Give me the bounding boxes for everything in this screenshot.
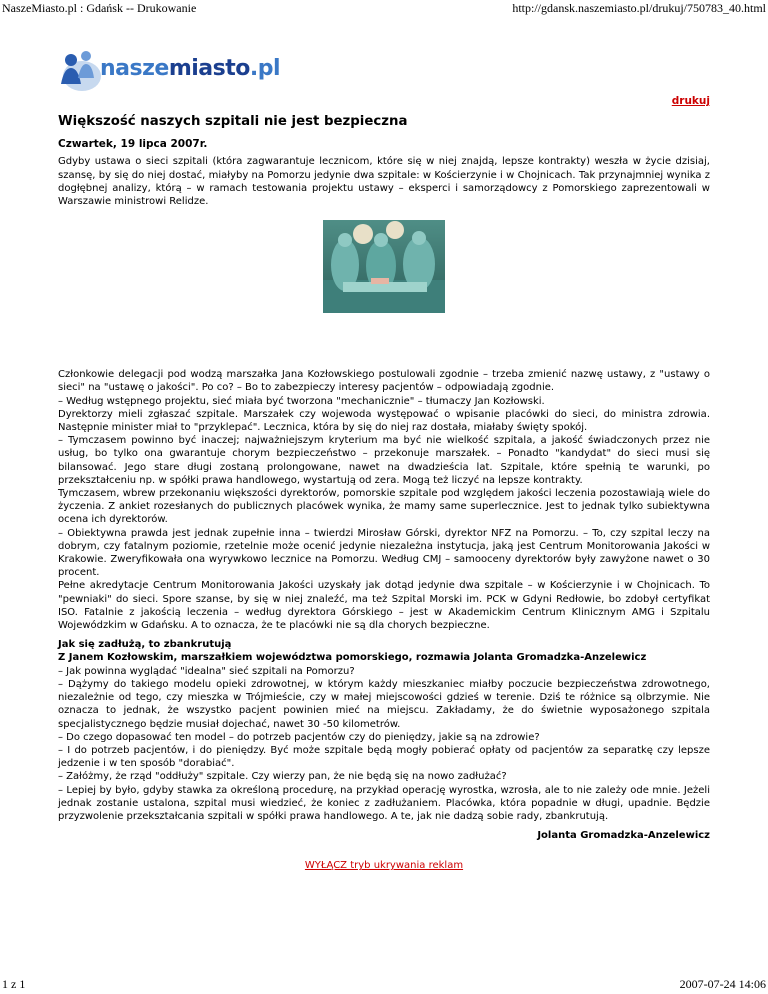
print-page-number: 1 z 1 [2, 977, 26, 991]
interview-line: – Jak powinna wyglądać "idealna" sieć szpitali na Pomorzu? [58, 665, 355, 677]
article-paragraph: Tymczasem, wbrew przekonaniu większości dyrektorów, pomorskie szpitale pod względem jakości leczenia pozostawiają wiele do życzenia. Z ankiet rozesłanych do publicznych placówek wynika, że mamy same superlecznice. Jest to jednak tylko subiektywna ocena ich dyrektorów. [58, 488, 710, 526]
article-author: Jolanta Gromadzka-Anzelewicz [537, 830, 710, 842]
article-photo-surgery [323, 220, 445, 313]
interview-line: – I do potrzeb pacjentów, i do pieniędzy. Być może szpitale będą mogły pobierać opłaty od pacjentów za separatkę czy lepsze jedzenie i w ten sposób "dorabiać". [58, 744, 710, 770]
article-paragraph: Pełne akredytacje Centrum Monitorowania Jakości uzyskały jak dotąd jedynie dwa szpitale – w Kościerzynie i w Chojnicach. To "pewniaki" do sieci. Spore szanse, by się w niej znaleźć, ma też Szpital Morski im. PCK w Gdyni Redłowie, bo zdobył certyfikat ISO. Fatalnie z jakością leczenia – według dyrektora Górskiego – jest w Akademickim Centrum Klinicznym AMG i Szpitalu Wojewódzkim w Gdańsku. A to oznacza, że te placówki nie są dla chorych bezpieczne. [58, 580, 710, 632]
print-link[interactable]: drukuj [671, 95, 710, 107]
article-container [58, 95, 710, 873]
print-datetime: 2007-07-24 14:06 [679, 977, 766, 991]
adblock-toggle-link[interactable]: WYŁĄCZ tryb ukrywania reklam [304, 860, 464, 872]
interview-line: – Lepiej by było, gdyby stawka za określoną procedurę, na przykład operację wyrostka, wzrosła, ale to nie zależy ode mnie. Jeżeli jednak zostanie ustalona, szpital musi wiedzieć, że koniec z zadłużaniem. Placówka, która popadnie w długi, upadnie. Będzie przyzwolenie przekształcania szpitali w spółki prawa handlowego. A te, jak nie dadzą sobie rady, zbankrutują. [58, 784, 710, 822]
interview-line: – Do czego dopasować ten model – do potrzeb pacjentów czy do pieniędzy, jakie są na zdrowie? [58, 731, 540, 743]
article-date: Czwartek, 19 lipca 2007r. [58, 138, 208, 151]
article-paragraph: – Według wstępnego projektu, sieć miała być tworzona "mechanicznie" – tłumaczy Jan Kozłowski. [58, 395, 545, 407]
article-paragraph: Dyrektorzy mieli zgłaszać szpitale. Marszałek czy wojewoda występować o wpisanie placówki do sieci, do ministra zdrowia. Następnie minister miał to "przyklepać". Lecznica, która by się do niej raz dostała, miałaby święty spokój. [58, 408, 710, 434]
article-paragraph: – Obiektywna prawda jest jednak zupełnie inna – twierdzi Mirosław Górski, dyrektor NFZ na Pomorzu. – To, czy szpital leczy na dobrym, czy fatalnym poziomie, rzetelnie może ocenić jedynie niezależna instytucja, jaką jest Centrum Monitorowania Jakości w Krakowie. Zweryfikowała ona wyrywkowo lecznice na Pomorzu. Według CMJ – samooceny dyrektorów były zawyżone nawet o 30 procent. [58, 527, 710, 579]
interview-body [58, 665, 710, 823]
print-footer [0, 977, 768, 993]
interview-line: – Załóżmy, że rząd "oddłuży" szpitale. Czy wierzy pan, że nie będą się na nowo zadłużać? [58, 771, 507, 783]
site-logo[interactable] [54, 46, 281, 96]
article-title: Większość naszych szpitali nie jest bezpieczna [58, 114, 408, 130]
adblock-toggle-wrap [58, 859, 710, 872]
article-paragraph: Członkowie delegacji pod wodzą marszałka Jana Kozłowskiego postulowali zgodnie – trzeba zmienić nazwę ustawy, z "ustawy o sieci" na "ustawę o jakości". Po co? – Bo to zabezpieczy interesy pacjentów – odpowiadają zgodnie. [58, 369, 710, 394]
print-header [0, 0, 768, 16]
print-page-url: http://gdansk.naszemiasto.pl/drukuj/750783_40.html [512, 1, 766, 15]
interview-subtitle: Z Janem Kozłowskim, marszałkiem województwa pomorskiego, rozmawia Jolanta Gromadzka-Anzelewicz [58, 652, 647, 664]
article-lead: Gdyby ustawa o sieci szpitali (która zagwarantuje lecznicom, które się w niej znajdą, lepsze kontrakty) weszła w życie dzisiaj, szansę, by się do niej dostać, miałyby na Pomorzu jedynie dwa szpitale: w Kościerzynie i w Chojnicach. Tak przynajmniej wynika z dogłębnej analizy, którą – w ramach testowania projektu ustawy – eksperci i samorządowcy z Pomorskiego zaprezentowali w Warszawie ministrowi Relidze. [58, 156, 710, 208]
logo-people-icon [54, 46, 102, 96]
print-link-wrap [58, 95, 710, 108]
article-paragraph: – Tymczasem powinno być inaczej; najważniejszym kryterium ma być nie wielkość szpitala, a jakość świadczonych przez nie usług, bo tylko ona gwarantuje chorym bezpieczeństwo – przekonuje marszałek. – Ponadto "kandydat" do sieci musi się bilansować. Jego stare długi zostaną prolongowane, nawet na dwadzieścia lat. Szpitale, które spełnią te warunki, po przekształceniu np. w spółki prawa handlowego, wystartują od zera. Mogą też liczyć na lepsze kontrakty. [58, 435, 710, 486]
print-page-title: NaszeMiasto.pl : Gdańsk -- Drukowanie [2, 1, 197, 15]
logo-wordmark: naszemiasto.pl [100, 56, 281, 81]
interview-title: Jak się zadłużą, to zbankrutują [58, 639, 232, 651]
interview-heading [58, 638, 710, 664]
article-body [58, 368, 710, 632]
interview-line: – Dążymy do takiego modelu opieki zdrowotnej, w którym każdy mieszkaniec miałby poczucie bezpieczeństwa zdrowotnego, niezależnie od tego, czy mieszka w Trójmieście, czy w małej miejscowości gdzieś w terenie. Dziś te różnice są olbrzymie. Nie oznacza to jednak, że wszystko pacjent powinien mieć na miejscu. Zakładamy, że do świetnie wyposażonego szpitala specjalistycznego będzie musiał dojechać, nawet 30 -50 kilometrów. [58, 678, 710, 730]
